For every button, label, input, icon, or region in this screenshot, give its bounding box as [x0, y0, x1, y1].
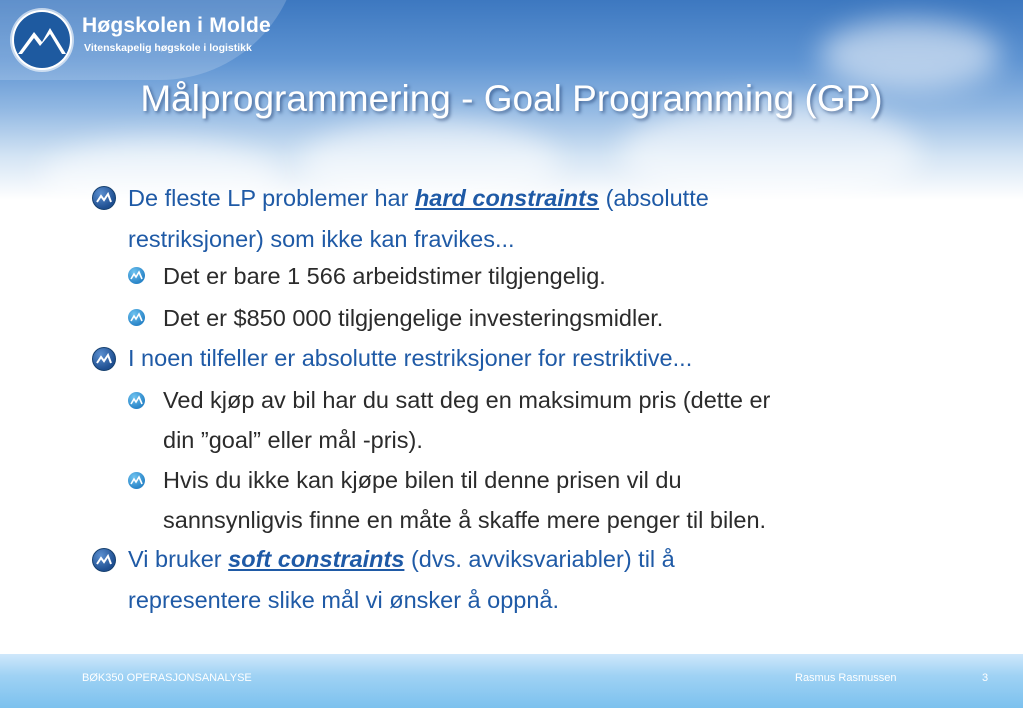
sub-bullet-car-price [163, 380, 923, 460]
bullet-text: (absolutte [599, 185, 709, 211]
mountain-bullet-icon [128, 472, 145, 489]
mountain-logo-icon [12, 10, 72, 70]
bullet-text: Vi bruker [128, 546, 229, 572]
mountain-bullet-icon [92, 548, 116, 572]
bullet-text: representere slike mål vi ønsker å oppnå. [128, 587, 560, 613]
logo-name: Høgskolen i Molde [82, 14, 271, 37]
footer-author: Rasmus Rasmussen [795, 672, 897, 684]
bullet-restrictive: I noen tilfeller er absolutte restriksjoner for restriktive... [128, 345, 693, 371]
sub-bullet-more-money [163, 460, 923, 540]
page-number: 3 [982, 672, 989, 684]
bullet-text: (dvs. avviksvariabler) til å [404, 546, 675, 572]
bullet-text: restriksjoner) som ikke kan fravikes... [128, 226, 515, 252]
emphasis-hard-constraints: hard constraints [414, 185, 600, 211]
logo-subtitle: Vitenskapelig høgskole i logistikk [84, 42, 252, 54]
bullet-soft-constraints [128, 539, 868, 621]
sub-bullet-work-hours: Det er bare 1 566 arbeidstimer tilgjengelig. [163, 263, 606, 289]
slide-title: Målprogrammering - Goal Programming (GP) [140, 78, 883, 119]
mountain-bullet-icon [128, 392, 145, 409]
footer-course: BØK350 OPERASJONSANALYSE [82, 672, 252, 684]
bullet-text: Ved kjøp av bil har du satt deg en maksimum pris (dette er [163, 387, 771, 413]
emphasis-soft-constraints: soft constraints [228, 546, 405, 572]
mountain-bullet-icon [128, 267, 145, 284]
mountain-bullet-icon [128, 309, 145, 326]
bullet-text: De fleste LP problemer har [128, 185, 415, 211]
bullet-text: sannsynligvis finne en måte å skaffe mere penger til bilen. [163, 507, 767, 533]
bullet-text: din ”goal” eller mål -pris). [163, 427, 423, 453]
sub-bullet-investment: Det er $850 000 tilgjengelige investeringsmidler. [163, 305, 664, 331]
mountain-bullet-icon [92, 186, 116, 210]
bullet-hard-constraints [128, 178, 868, 260]
mountain-bullet-icon [92, 347, 116, 371]
bullet-text: Hvis du ikke kan kjøpe bilen til denne prisen vil du [163, 467, 682, 493]
